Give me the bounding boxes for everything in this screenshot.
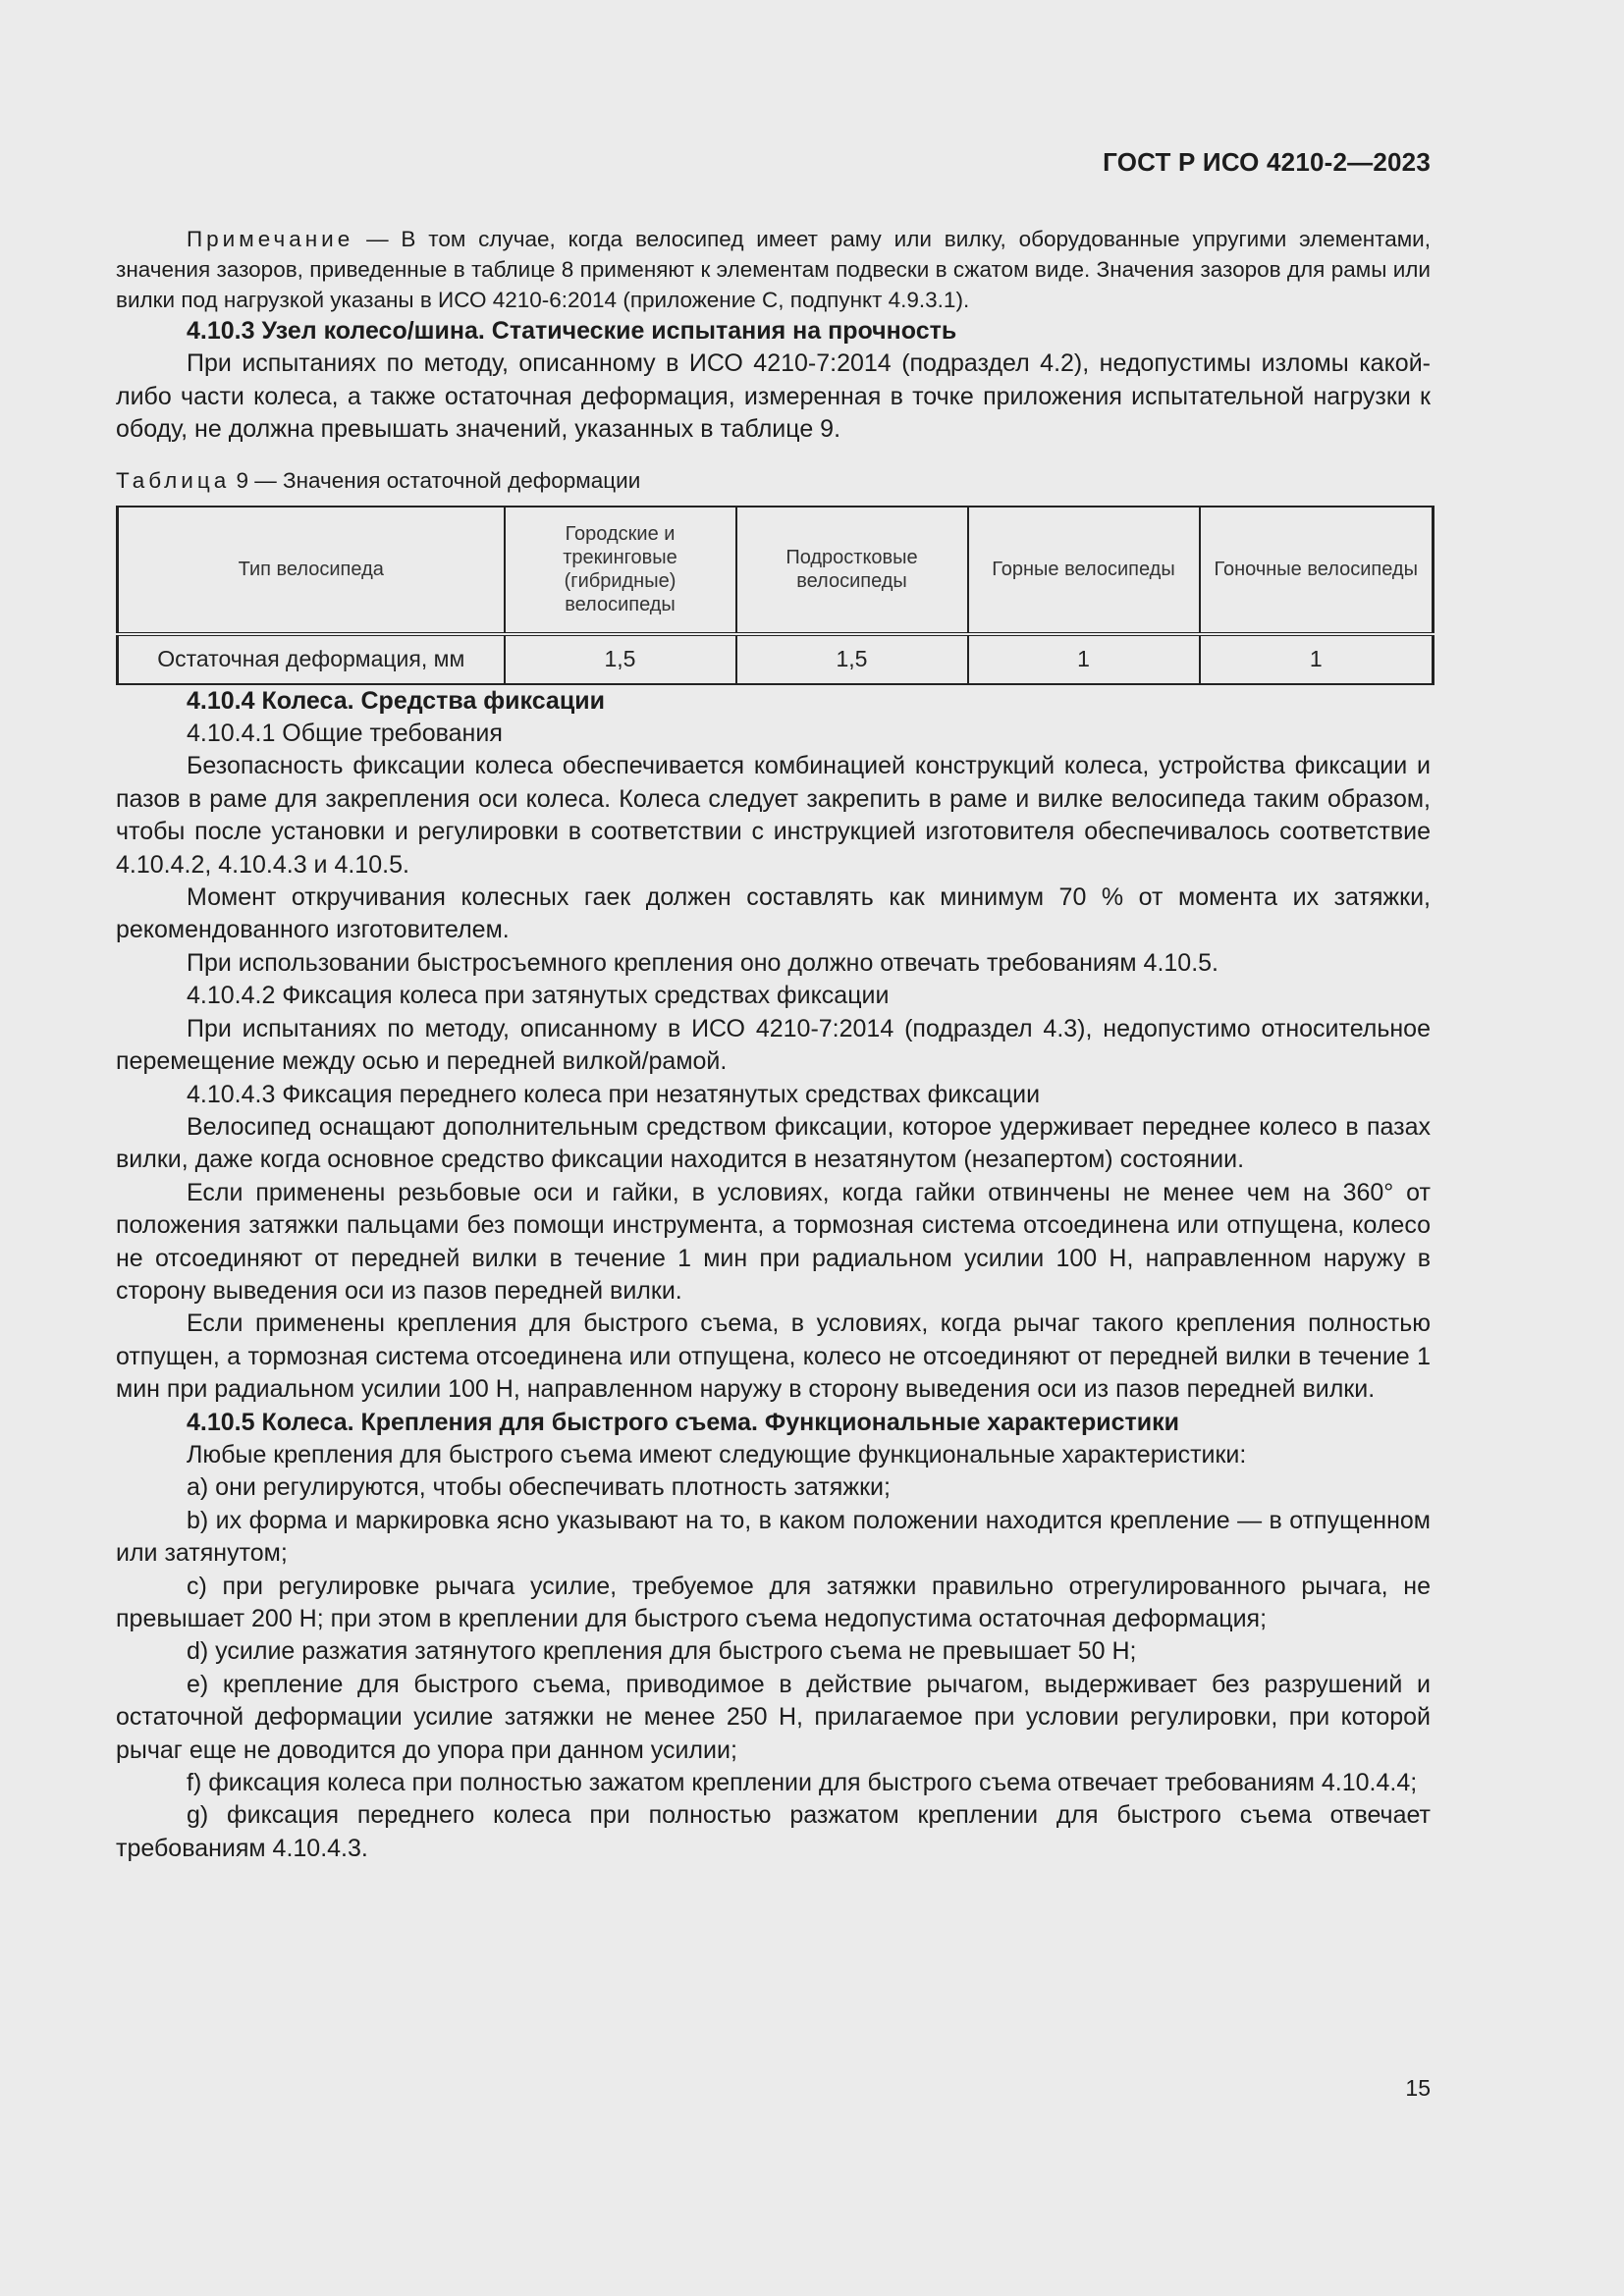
paragraph-4-10-4-7: Если применены крепления для быстрого съема, в условиях, когда рычаг такого крепления полностью отпущен, а тормозная система отсоединена или отпущена, колесо не отсоединяют от передней вилки в течение 1 мин при радиальном усилии 100 Н, направленном наружу в сторону выведения оси из пазов передней вилки. [116,1309,1431,1404]
table-label: Таблица [116,467,231,493]
list-item-e: e) крепление для быстрого съема, приводимое в действие рычагом, выдерживает без разрушений и остаточной деформации усилие затяжки не менее 250 Н, прилагаемое при условии регулировки, при которой рычаг еще не доводится до упора при данном усилии; [116,1670,1431,1764]
list-item-b: b) их форма и маркировка ясно указывают на то, в каком положении находится крепление — в отпущенном или затянутом; [116,1506,1431,1568]
paragraph-4-10-5-intro: Любые крепления для быстрого съема имеют следующие функциональные характеристики: [187,1440,1247,1468]
value-cell-racing: 1 [1200,634,1434,684]
header-cell-city-trekking: Городские и трекинговые (гибридные) велосипеды [505,507,736,634]
header-cell-racing: Гоночные велосипеды [1200,507,1434,634]
document-id: ГОСТ Р ИСО 4210-2—2023 [1103,147,1431,177]
header-cell-mountain: Горные велосипеды [968,507,1200,634]
paragraph-4-10-4-1: Безопасность фиксации колеса обеспечивается комбинацией конструкций колеса, устройства фиксации и пазов в раме для закрепления оси колеса. Колеса следует закрепить в раме и вилке велосипеда таким образом, чтобы после установки и регулировки в соответствии с инструкцией изготовителя обеспечивалось соответствие 4.10.4.2, 4.10.4.3 и 4.10.5. [116,752,1431,879]
list-item-a: a) они регулируются, чтобы обеспечивать плотность затяжки; [187,1473,891,1502]
heading-4-10-5: 4.10.5 Колеса. Крепления для быстрого съема. Функциональные характеристики [187,1408,1179,1436]
page-number: 15 [1405,2075,1431,2101]
table-header-row [118,507,1434,634]
subheading-4-10-4-1: 4.10.4.1 Общие требования [187,720,503,748]
note-text: — В том случае, когда велосипед имеет раму или вилку, оборудованные упругими элементами, значения зазоров, приведенные в таблице 8 применяют к элементам подвески в сжатом виде. Значения зазоров для рамы или вилки под нагрузкой указаны в ИСО 4210-6:2014 (приложение С, подпункт 4.9.3.1). [116,227,1431,312]
list-item-c: c) при регулировке рычага усилие, требуемое для затяжки правильно отрегулированного рычага, не превышает 200 Н; при этом в креплении для быстрого съема недопустима остаточная деформация; [116,1572,1431,1632]
list-item-f: f) фиксация колеса при полностью зажатом креплении для быстрого съема отвечает требованиям 4.10.4.4; [187,1769,1418,1797]
paragraph-4-10-4-6: Если применены резьбовые оси и гайки, в условиях, когда гайки отвинчены не менее чем на 360° от положения затяжки пальцами без помощи инструмента, а тормозная система отсоединена или отпущена, колесо не отсоединяют от передней вилки в течение 1 мин при радиальном усилии 100 Н, направленном наружу в сторону выведения оси из пазов передней вилки. [116,1178,1431,1305]
value-cell-city-trekking: 1,5 [505,634,736,684]
header-cell-young-adult: Подростковые велосипеды [736,507,968,634]
subheading-4-10-4-3: 4.10.4.3 Фиксация переднего колеса при незатянутых средствах фиксации [187,1080,1041,1108]
paragraph-4-10-4-3: При использовании быстросъемного крепления оно должно отвечать требованиям 4.10.5. [187,948,1218,977]
table-9-caption [116,466,1431,496]
residual-deformation-table [116,506,1435,685]
paragraph-4-10-3-1: При испытаниях по методу, описанному в ИСО 4210-7:2014 (подраздел 4.2), недопустимы изломы какой-либо части колеса, а также остаточная деформация, измеренная в точке приложения испытательной нагрузки к ободу, не должна превышать значений, указанных в таблице 9. [116,349,1431,444]
page-content [116,224,1431,1865]
paragraph-4-10-4-5: Велосипед оснащают дополнительным средством фиксации, которое удерживает переднее колесо в пазах вилки, даже когда основное средство фиксации находится в незатянутом (незапертом) состоянии. [116,1112,1431,1174]
paragraph-4-10-4-2: Момент откручивания колесных гаек должен составлять как минимум 70 % от момента их затяжки, рекомендованного изготовителем. [116,883,1431,944]
table-title: 9 — Значения остаточной деформации [230,467,641,493]
note-label: Примечание [187,227,354,251]
header-cell-bicycle-type: Тип велосипеда [118,507,505,634]
heading-4-10-3: 4.10.3 Узел колесо/шина. Статические испытания на прочность [187,317,957,345]
list-item-g: g) фиксация переднего колеса при полностью разжатом креплении для быстрого съема отвечает требованиям 4.10.4.3. [116,1801,1431,1862]
row-label-cell: Остаточная деформация, мм [157,646,465,672]
list-item-d: d) усилие разжатия затянутого крепления для быстрого съема не превышает 50 Н; [187,1637,1137,1666]
subheading-4-10-4-2: 4.10.4.2 Фиксация колеса при затянутых средствах фиксации [187,982,890,1010]
value-cell-young-adult: 1,5 [736,634,968,684]
paragraph-4-10-4-4: При испытаниях по методу, описанному в ИСО 4210-7:2014 (подраздел 4.3), недопустимо относительное перемещение между осью и передней вилкой/рамой. [116,1014,1431,1076]
heading-4-10-4: 4.10.4 Колеса. Средства фиксации [187,686,605,715]
table-row [118,634,1434,684]
value-cell-mountain: 1 [968,634,1200,684]
note-paragraph [116,224,1431,315]
